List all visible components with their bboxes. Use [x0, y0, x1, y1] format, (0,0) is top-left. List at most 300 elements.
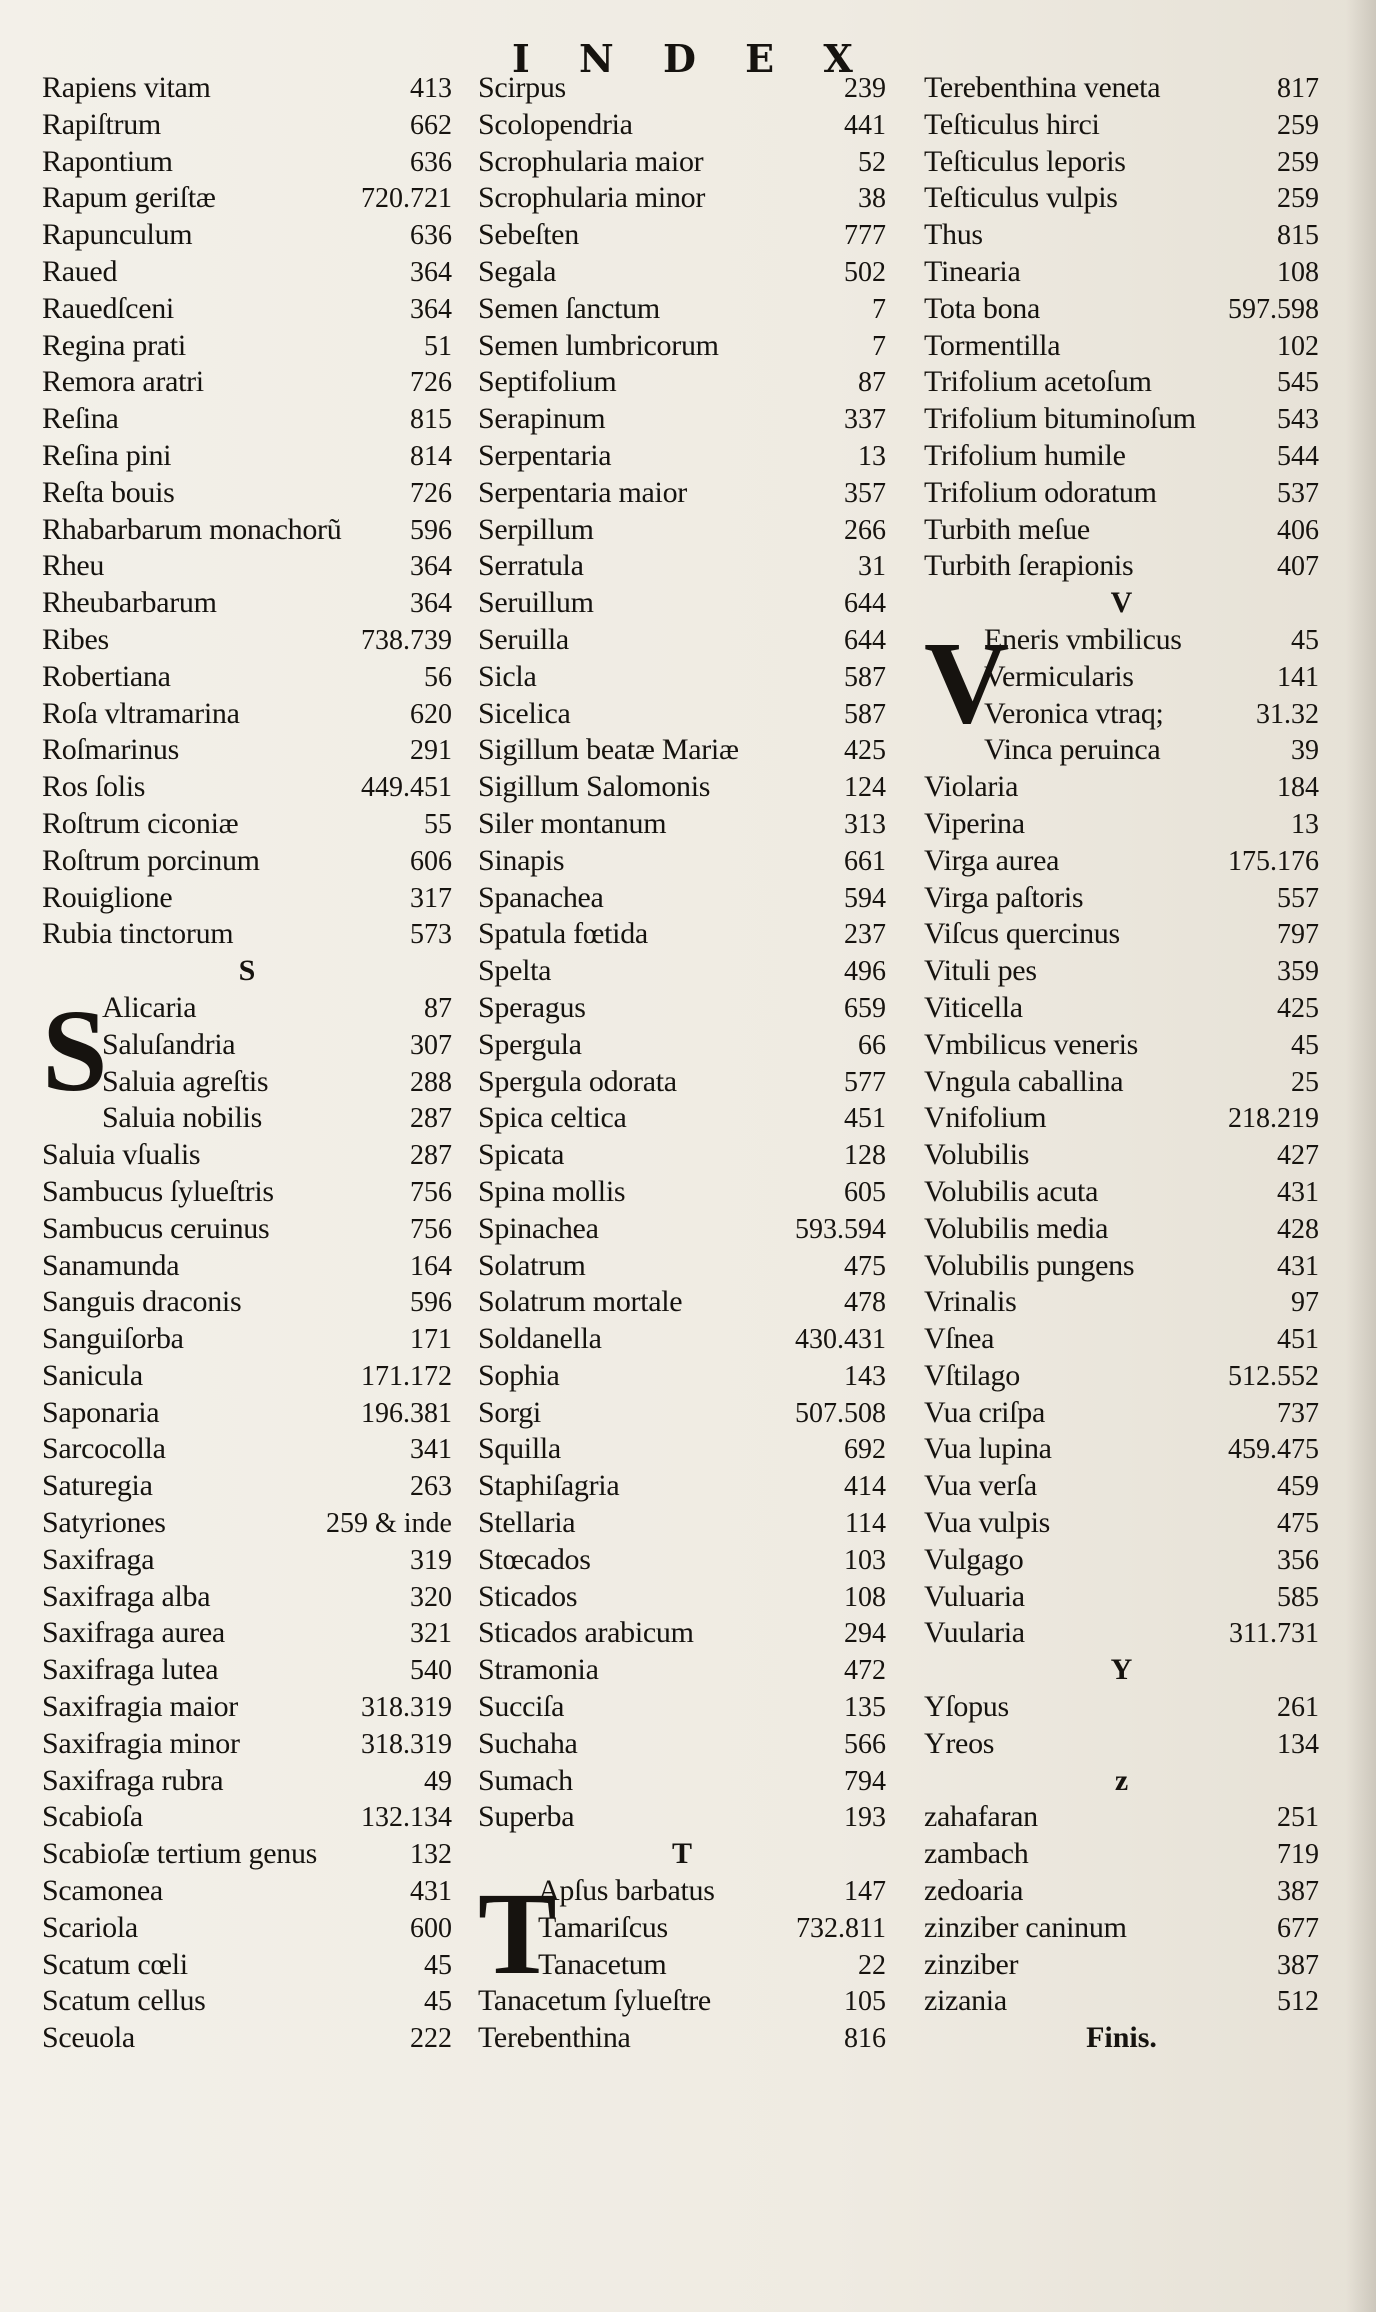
entry-name: Yſopus: [924, 1690, 1009, 1724]
entry-name: Sebeſten: [478, 218, 579, 252]
entry-page-ref: 451: [844, 1103, 886, 1135]
entry-page-ref: 726: [410, 477, 452, 509]
entry-page-ref: 428: [1277, 1213, 1319, 1245]
entry-page-ref: 407: [1277, 551, 1319, 583]
index-entry: [924, 475, 1319, 512]
entry-name: Spanachea: [478, 880, 604, 914]
index-entry: [478, 953, 886, 990]
index-entry: [42, 1137, 452, 1174]
entry-page-ref: 756: [410, 1213, 452, 1245]
entry-name: Scariola: [42, 1910, 138, 1944]
entry-page-ref: 13: [1291, 808, 1319, 840]
entry-name: Stellaria: [478, 1506, 576, 1540]
entry-name: Apſus barbatus: [538, 1874, 715, 1908]
entry-page-ref: 25: [1291, 1066, 1319, 1098]
entry-name: Sorgi: [478, 1395, 541, 1429]
entry-name: Scrophularia maior: [478, 144, 704, 178]
entry-name: Spina mollis: [478, 1174, 626, 1208]
entry-name: Vmbilicus veneris: [924, 1027, 1139, 1061]
index-entry: [42, 696, 452, 733]
entry-name: Satyriones: [42, 1506, 166, 1540]
entry-name: Raued: [42, 254, 118, 288]
entry-page-ref: 545: [1277, 367, 1319, 399]
index-entry: [478, 1799, 886, 1836]
entry-page-ref: 56: [424, 661, 452, 693]
index-entry: [924, 254, 1319, 291]
entry-page-ref: 425: [844, 735, 886, 767]
entry-page-ref: 320: [410, 1581, 452, 1613]
index-entry: [478, 144, 886, 181]
entry-name: Spelta: [478, 954, 552, 988]
entry-page-ref: 692: [844, 1434, 886, 1466]
section-letter-heading: V: [1110, 586, 1133, 620]
section-letter-heading: S: [238, 954, 256, 988]
entry-name: Semen lumbricorum: [478, 328, 719, 362]
entry-name: Ros ſolis: [42, 770, 146, 804]
entry-page-ref: 164: [410, 1250, 452, 1282]
entry-name: Septifolium: [478, 365, 617, 399]
entry-name: Tanacetum ſylueſtre: [478, 1984, 711, 2018]
entry-name: Ribes: [42, 622, 109, 656]
index-entry: [42, 1542, 452, 1579]
entry-name: Alicaria: [102, 990, 197, 1024]
entry-page-ref: 291: [410, 735, 452, 767]
entry-name: Vrinalis: [924, 1285, 1017, 1319]
entry-name: Vua vulpis: [924, 1506, 1051, 1540]
index-entry: [42, 732, 452, 769]
entry-page-ref: 815: [410, 404, 452, 436]
index-entry: [478, 475, 886, 512]
entry-name: Vituli pes: [924, 954, 1037, 988]
index-entry: [478, 585, 886, 622]
index-entry: [42, 438, 452, 475]
entry-page-ref: 114: [845, 1508, 886, 1540]
entry-name: Sicla: [478, 659, 537, 693]
entry-name: zambach: [924, 1837, 1029, 1871]
entry-page-ref: 49: [424, 1765, 452, 1797]
entry-name: Teſticulus leporis: [924, 144, 1126, 178]
entry-name: Segala: [478, 254, 557, 288]
index-entry: [42, 254, 452, 291]
entry-page-ref: 259: [1277, 183, 1319, 215]
index-entry: [42, 622, 452, 659]
entry-page-ref: 287: [410, 1103, 452, 1135]
entry-page-ref: 222: [410, 2023, 452, 2055]
entry-name: Sigillum Salomonis: [478, 770, 711, 804]
entry-name: Serapinum: [478, 402, 606, 436]
entry-page-ref: 600: [410, 1912, 452, 1944]
entry-name: Vſtilago: [924, 1358, 1020, 1392]
index-entry: [42, 1284, 452, 1321]
entry-page-ref: 427: [1277, 1140, 1319, 1172]
finis-mark: Finis.: [1086, 2021, 1157, 2055]
entry-name: Terebenthina veneta: [924, 71, 1161, 104]
entry-name: Trifolium bituminoſum: [924, 402, 1196, 436]
index-entry: [478, 1321, 886, 1358]
entry-name: Sambucus ceruinus: [42, 1211, 270, 1245]
entry-page-ref: 307: [410, 1029, 452, 1061]
entry-name: Saxifraga aurea: [42, 1616, 225, 1650]
entry-page-ref: 97: [1291, 1287, 1319, 1319]
entry-page-ref: 459.475: [1228, 1434, 1319, 1466]
entry-page-ref: 318.319: [361, 1692, 452, 1724]
entry-page-ref: 414: [844, 1471, 886, 1503]
index-entry: [42, 1799, 452, 1836]
entry-page-ref: 337: [844, 404, 886, 436]
entry-name: Tota bona: [924, 291, 1040, 325]
entry-name: Sanamunda: [42, 1248, 180, 1282]
index-entry: [478, 1431, 886, 1468]
entry-page-ref: 720.721: [361, 183, 452, 215]
entry-page-ref: 431: [1277, 1250, 1319, 1282]
entry-name: Sumach: [478, 1763, 573, 1797]
index-entry: [42, 1321, 452, 1358]
entry-name: Saxifraga lutea: [42, 1653, 219, 1687]
entry-name: Sophia: [478, 1358, 560, 1392]
entry-name: zedoaria: [924, 1874, 1024, 1908]
entry-page-ref: 7: [872, 293, 886, 325]
index-entry: [478, 2020, 886, 2057]
entry-name: Roſmarinus: [42, 733, 179, 767]
entry-name: Turbith meſue: [924, 512, 1090, 546]
entry-page-ref: 259 & inde: [326, 1508, 452, 1540]
entry-page-ref: 387: [1277, 1949, 1319, 1981]
index-entry: [924, 512, 1319, 549]
index-entry: [42, 843, 452, 880]
index-entry: [42, 1248, 452, 1285]
entry-page-ref: 659: [844, 992, 886, 1024]
entry-page-ref: 449.451: [361, 772, 452, 804]
entry-page-ref: 102: [1277, 330, 1319, 362]
entry-page-ref: 321: [410, 1618, 452, 1650]
index-entry: [42, 1211, 452, 1248]
entry-page-ref: 132.134: [361, 1802, 452, 1834]
entry-page-ref: 141: [1277, 661, 1319, 693]
index-entry: [924, 107, 1319, 144]
index-entry: [42, 806, 452, 843]
index-entry: [478, 364, 886, 401]
entry-name: Sicelica: [478, 696, 571, 730]
index-entry: [42, 2020, 452, 2057]
entry-name: Terebenthina: [478, 2021, 631, 2055]
index-entry: [478, 1395, 886, 1432]
entry-page-ref: 259: [1277, 109, 1319, 141]
index-entry: [42, 1468, 452, 1505]
index-entry: [924, 1100, 1319, 1137]
index-entry: [42, 1505, 452, 1542]
index-entry: [478, 1615, 886, 1652]
entry-name: zinziber caninum: [924, 1910, 1127, 1944]
entry-name: Saturegia: [42, 1469, 153, 1503]
entry-name: Speragus: [478, 990, 586, 1024]
index-entry: [478, 70, 886, 107]
index-entry: [42, 1652, 452, 1689]
index-entry: [478, 401, 886, 438]
entry-page-ref: 318.319: [361, 1728, 452, 1760]
entry-name: Vua lupina: [924, 1432, 1052, 1466]
index-entry: [478, 1505, 886, 1542]
entry-name: Semen ſanctum: [478, 291, 660, 325]
index-entry: [478, 1468, 886, 1505]
index-entry: [924, 990, 1319, 1027]
index-column-2: [478, 70, 886, 2057]
entry-name: Sticados: [478, 1579, 578, 1613]
index-entry: [478, 806, 886, 843]
entry-name: Roſtrum ciconiæ: [42, 806, 239, 840]
index-entry: [42, 1358, 452, 1395]
entry-name: Spica celtica: [478, 1101, 627, 1135]
entry-page-ref: 472: [844, 1655, 886, 1687]
index-entry: [478, 1358, 886, 1395]
index-entry: [924, 1174, 1319, 1211]
entry-page-ref: 13: [858, 440, 886, 472]
entry-page-ref: 364: [410, 293, 452, 325]
index-entry: [478, 217, 886, 254]
index-entry: [42, 1726, 452, 1763]
entry-name: Rapunculum: [42, 218, 193, 252]
index-entry: [42, 1689, 452, 1726]
entry-name: Viperina: [924, 806, 1025, 840]
entry-page-ref: 459: [1277, 1471, 1319, 1503]
entry-page-ref: 132: [410, 1839, 452, 1871]
entry-name: Volubilis: [924, 1138, 1030, 1172]
index-entry: [924, 1468, 1319, 1505]
entry-name: Spatula fœtida: [478, 917, 648, 951]
entry-page-ref: 359: [1277, 956, 1319, 988]
index-entry: [924, 1431, 1319, 1468]
entry-page-ref: 606: [410, 845, 452, 877]
entry-name: Vua criſpa: [924, 1395, 1045, 1429]
index-entry: [924, 953, 1319, 990]
entry-name: Rapum geriſtæ: [42, 181, 216, 215]
entry-name: zahafaran: [924, 1800, 1038, 1834]
index-entry: [924, 1064, 1319, 1101]
entry-page-ref: 644: [844, 588, 886, 620]
index-entry: [924, 1248, 1319, 1285]
entry-name: Saxifraga rubra: [42, 1763, 224, 1797]
dropcap-group: [42, 984, 452, 1137]
entry-name: Sanguiſorba: [42, 1322, 184, 1356]
entry-name: zizania: [924, 1984, 1007, 2018]
entry-page-ref: 7: [872, 330, 886, 362]
entry-page-ref: 512: [1277, 1986, 1319, 2018]
entry-name: Trifolium humile: [924, 438, 1126, 472]
entry-page-ref: 620: [410, 698, 452, 730]
index-entry: [478, 696, 886, 733]
index-entry: [42, 217, 452, 254]
entry-name: Sarcocolla: [42, 1432, 166, 1466]
entry-name: Scabioſa: [42, 1800, 143, 1834]
entry-page-ref: 108: [844, 1581, 886, 1613]
entry-page-ref: 537: [1277, 477, 1319, 509]
entry-name: Reſina pini: [42, 438, 172, 472]
index-entry: [924, 1910, 1319, 1947]
entry-name: Succiſa: [478, 1690, 565, 1724]
entry-name: Superba: [478, 1800, 575, 1834]
entry-name: Rhabarbarum monachorũ: [42, 512, 342, 546]
entry-name: Rapiſtrum: [42, 107, 161, 141]
index-entry: [924, 70, 1319, 107]
index-entry: [478, 1100, 886, 1137]
entry-name: Sanguis draconis: [42, 1285, 242, 1319]
index-entry: [42, 144, 452, 181]
entry-name: Saxifraga alba: [42, 1579, 211, 1613]
entry-name: Scolopendria: [478, 107, 633, 141]
index-entry: [478, 1689, 886, 1726]
index-entry: [478, 1579, 886, 1616]
index-entry: [924, 1689, 1319, 1726]
entry-page-ref: 237: [844, 919, 886, 951]
entry-page-ref: 573: [410, 919, 452, 951]
entry-name: Suchaha: [478, 1726, 578, 1760]
entry-name: Squilla: [478, 1432, 561, 1466]
entry-page-ref: 478: [844, 1287, 886, 1319]
entry-name: Thus: [924, 218, 983, 252]
index-entry: [478, 254, 886, 291]
section-letter-heading: Y: [1110, 1653, 1133, 1687]
section-letter-heading: T: [671, 1837, 692, 1871]
index-entry: [924, 217, 1319, 254]
entry-name: Seruilla: [478, 622, 569, 656]
index-entry: [42, 1763, 452, 1800]
index-entry: [924, 291, 1319, 328]
entry-page-ref: 311.731: [1229, 1618, 1319, 1650]
entry-name: Saluia nobilis: [102, 1101, 262, 1135]
entry-name: Saxifragia maior: [42, 1690, 238, 1724]
entry-page-ref: 143: [844, 1360, 886, 1392]
index-entry: [478, 1064, 886, 1101]
index-entry: [42, 1395, 452, 1432]
entry-name: Tormentilla: [924, 328, 1061, 362]
index-entry: [924, 769, 1319, 806]
index-entry: [478, 107, 886, 144]
index-entry: [924, 180, 1319, 217]
index-entry: [924, 438, 1319, 475]
entry-name: Solatrum mortale: [478, 1285, 683, 1319]
entry-page-ref: 87: [424, 992, 452, 1024]
index-entry: [42, 291, 452, 328]
index-entry: [478, 1027, 886, 1064]
entry-page-ref: 475: [1277, 1508, 1319, 1540]
entry-name: Volubilis acuta: [924, 1174, 1099, 1208]
entry-name: Saxifraga: [42, 1542, 155, 1576]
entry-name: Vngula caballina: [924, 1064, 1124, 1098]
index-entry: [924, 1579, 1319, 1616]
entry-page-ref: 45: [1291, 1029, 1319, 1061]
index-entry: [42, 1873, 452, 1910]
entry-page-ref: 425: [1277, 992, 1319, 1024]
entry-name: Saxifragia minor: [42, 1726, 240, 1760]
entry-name: Roſtrum porcinum: [42, 843, 260, 877]
entry-name: Scrophularia minor: [478, 181, 706, 215]
index-entry: [42, 1174, 452, 1211]
entry-page-ref: 777: [844, 220, 886, 252]
entry-name: Serpentaria maior: [478, 475, 687, 509]
entry-page-ref: 738.739: [361, 624, 452, 656]
entry-name: Scatum cellus: [42, 1984, 206, 2018]
drop-capital: T: [478, 1868, 557, 2000]
entry-name: Sigillum beatæ Mariæ: [478, 733, 739, 767]
dropcap-group: [478, 1868, 886, 2000]
entry-page-ref: 512.552: [1228, 1360, 1319, 1392]
index-entry: [924, 1726, 1319, 1763]
index-entry: [478, 1137, 886, 1174]
entry-name: Rapontium: [42, 144, 173, 178]
entry-page-ref: 585: [1277, 1581, 1319, 1613]
entry-page-ref: 45: [424, 1986, 452, 2018]
entry-page-ref: 662: [410, 109, 452, 141]
entry-page-ref: 636: [410, 220, 452, 252]
entry-name: Volubilis pungens: [924, 1248, 1135, 1282]
entry-name: Viſcus quercinus: [924, 917, 1120, 951]
entry-page-ref: 171: [410, 1324, 452, 1356]
index-entry: [42, 401, 452, 438]
entry-page-ref: 357: [844, 477, 886, 509]
entry-page-ref: 147: [844, 1876, 886, 1908]
entry-name: Virga aurea: [924, 843, 1060, 877]
entry-page-ref: 39: [1291, 735, 1319, 767]
entry-page-ref: 87: [858, 367, 886, 399]
index-entry: [478, 1763, 886, 1800]
index-entry: [42, 1615, 452, 1652]
entry-page-ref: 566: [844, 1728, 886, 1760]
entry-name: Serratula: [478, 549, 584, 583]
entry-page-ref: 294: [844, 1618, 886, 1650]
page-edge-shadow: [1346, 0, 1376, 2312]
entry-page-ref: 251: [1277, 1802, 1319, 1834]
entry-page-ref: 577: [844, 1066, 886, 1098]
index-entry: [42, 1431, 452, 1468]
index-entry: [924, 1395, 1319, 1432]
entry-page-ref: 317: [410, 882, 452, 914]
index-entry: [924, 1505, 1319, 1542]
entry-name: Roſa vltramarina: [42, 696, 240, 730]
entry-page-ref: 587: [844, 698, 886, 730]
entry-page-ref: 319: [410, 1544, 452, 1576]
index-entry: [478, 328, 886, 365]
index-entry: [42, 769, 452, 806]
entry-page-ref: 128: [844, 1140, 886, 1172]
entry-name: Sambucus ſylueſtris: [42, 1174, 274, 1208]
entry-page-ref: 52: [858, 146, 886, 178]
entry-page-ref: 540: [410, 1655, 452, 1687]
entry-name: Scatum cœli: [42, 1947, 188, 1981]
entry-page-ref: 587: [844, 661, 886, 693]
index-entry: [42, 585, 452, 622]
index-entry: [924, 1358, 1319, 1395]
entry-page-ref: 737: [1277, 1397, 1319, 1429]
entry-name: Reſta bouis: [42, 475, 175, 509]
entry-page-ref: 196.381: [361, 1397, 452, 1429]
entry-page-ref: 636: [410, 146, 452, 178]
entry-name: Rheu: [42, 549, 105, 583]
entry-page-ref: 543: [1277, 404, 1319, 436]
entry-name: Vermicularis: [984, 659, 1134, 693]
entry-page-ref: 175.176: [1228, 845, 1319, 877]
entry-page-ref: 45: [424, 1949, 452, 1981]
index-entry: [924, 843, 1319, 880]
entry-name: Spinachea: [478, 1211, 599, 1245]
entry-name: Vulgago: [924, 1542, 1024, 1576]
index-column-1: [42, 70, 452, 2057]
entry-name: Saluia vſualis: [42, 1138, 201, 1172]
index-entry: [478, 180, 886, 217]
entry-page-ref: 364: [410, 256, 452, 288]
index-entry: [42, 512, 452, 549]
index-entry: [478, 990, 886, 1027]
index-entry: [478, 438, 886, 475]
entry-name: Rauedſceni: [42, 291, 174, 325]
